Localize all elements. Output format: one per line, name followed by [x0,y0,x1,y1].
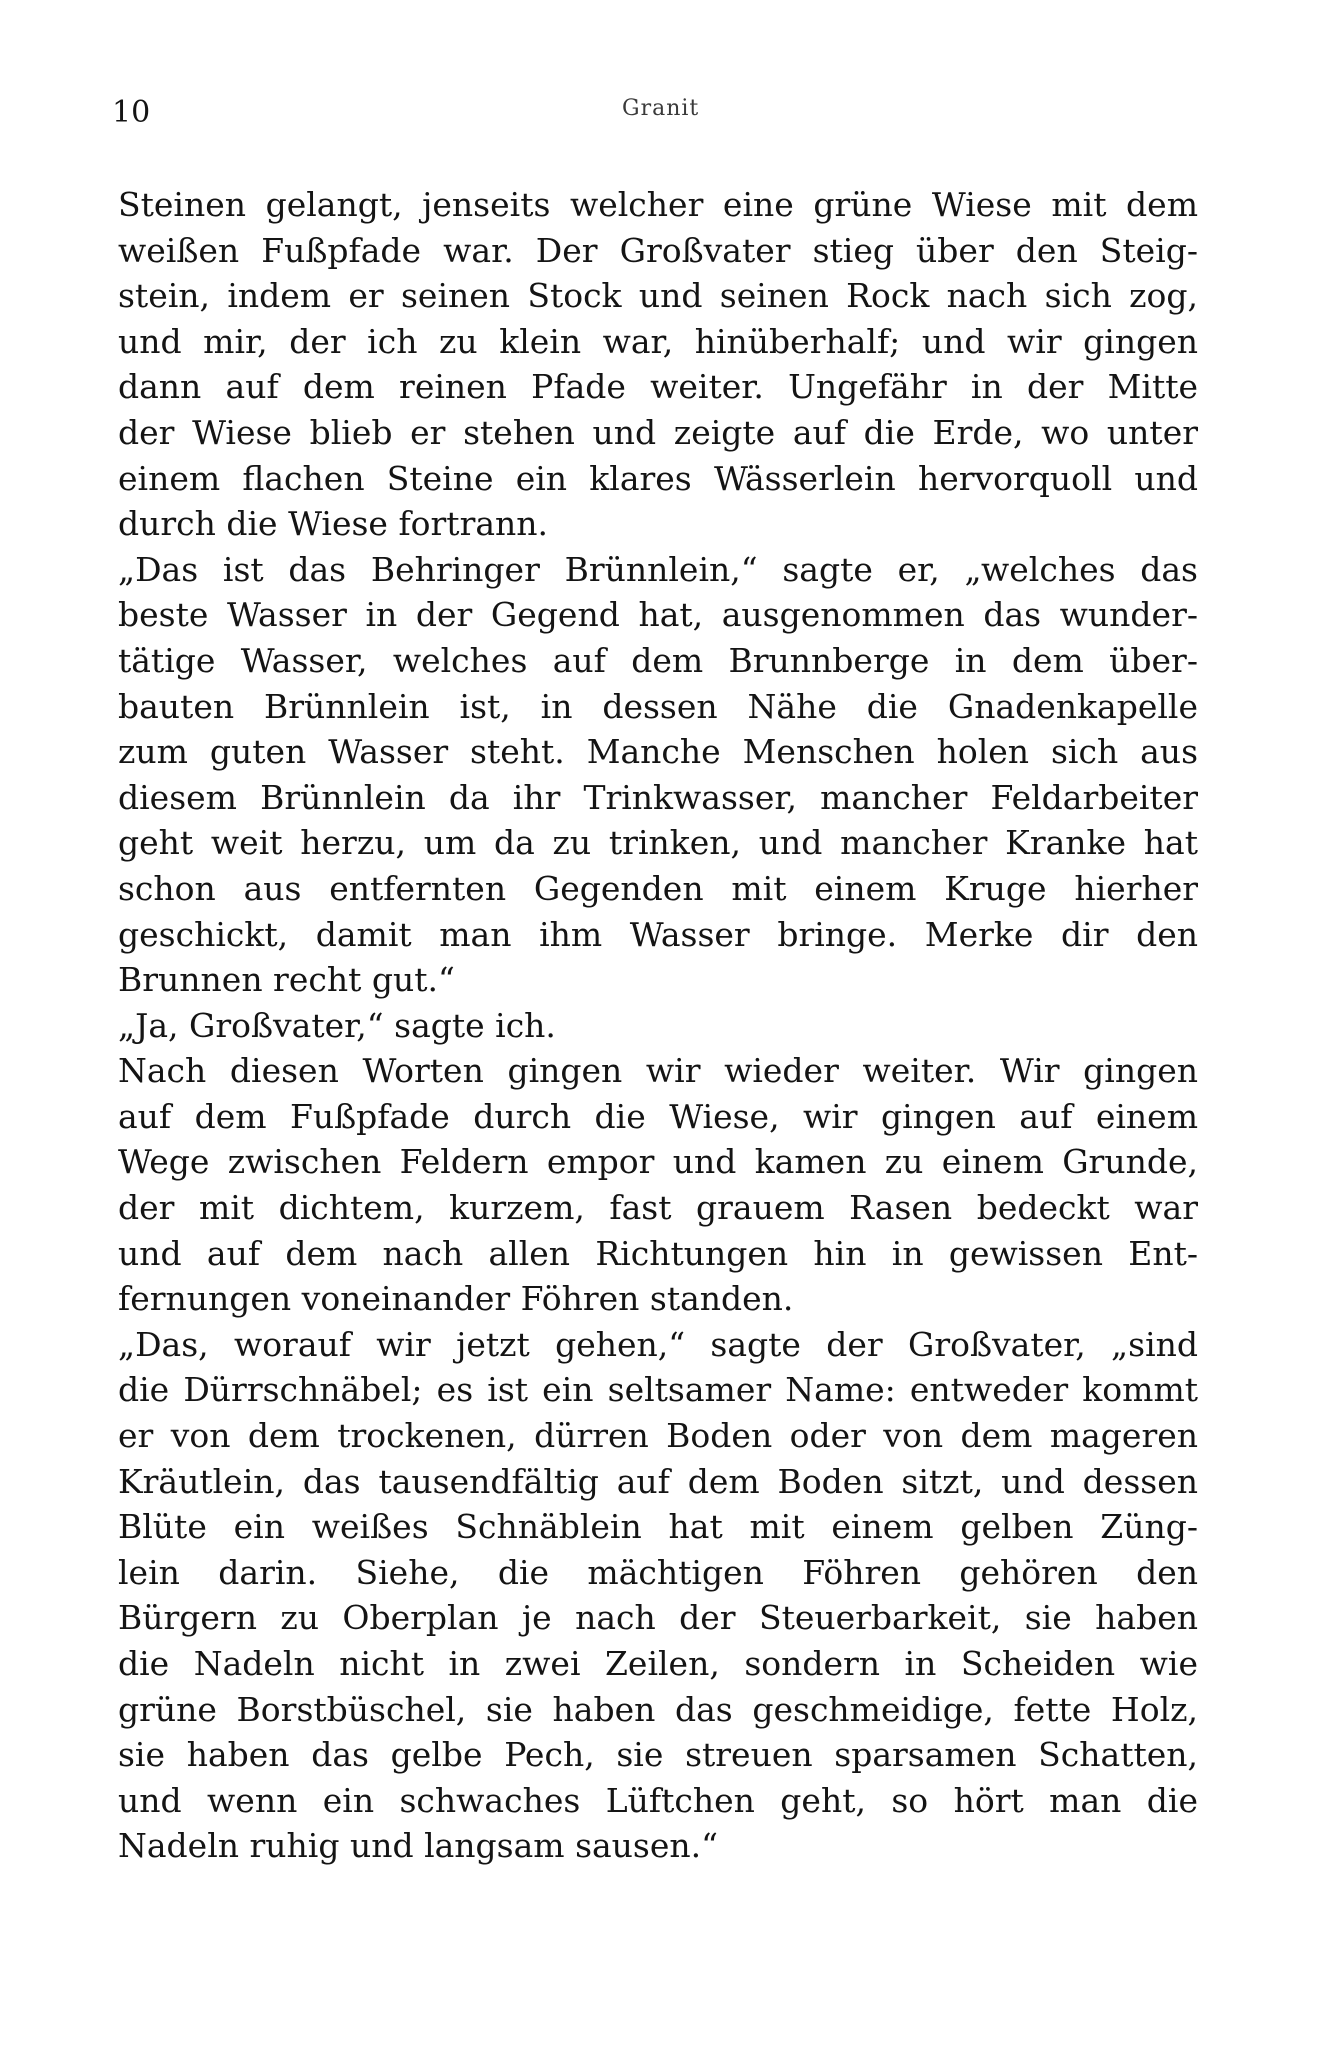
text-line: weißen Fußpfade war. Der Großvater stieg über den Steig- [118,230,1198,270]
text-line: er von dem trockenen, dürren Boden oder von dem mageren [118,1416,1198,1456]
text-line: und auf dem nach allen Richtungen hin in gewissen Ent- [118,1233,1198,1273]
body-text [118,182,1198,1869]
text-line: die Dürrschnäbel; es ist ein seltsamer Name: entweder kommt [118,1370,1198,1410]
text-line: tätige Wasser, welches auf dem Brunnberge in dem über- [118,640,1198,680]
text-line: auf dem Fußpfade durch die Wiese, wir gingen auf einem [118,1096,1198,1136]
text-line: lein darin. Siehe, die mächtigen Föhren gehören den [118,1552,1198,1592]
text-line: bauten Brünnlein ist, in dessen Nähe die Gnadenkapelle [118,686,1198,726]
running-title: Granit [622,96,700,121]
text-line: stein, indem er seinen Stock und seinen Rock nach sich zog, [118,276,1198,316]
text-line: zum guten Wasser steht. Manche Menschen holen sich aus [118,732,1198,772]
text-line: Blüte ein weißes Schnäblein hat mit einem gelben Züng- [118,1507,1198,1547]
text-line: geht weit herzu, um da zu trinken, und mancher Kranke hat [118,823,1198,863]
text-line: beste Wasser in der Gegend hat, ausgenommen das wunder- [118,595,1198,635]
text-line: durch die Wiese fortrann. [118,504,549,544]
text-line: sie haben das gelbe Pech, sie streuen sparsamen Schatten, [118,1735,1198,1775]
text-line: einem flachen Steine ein klares Wässerlein hervorquoll und [118,458,1198,498]
text-line: „Das ist das Behringer Brünnlein,“ sagte er, „welches das [118,549,1198,589]
text-line: die Nadeln nicht in zwei Zeilen, sondern in Scheiden wie [118,1644,1198,1683]
text-line: Nadeln ruhig und langsam sausen.“ [118,1826,719,1866]
text-line: und wenn ein schwaches Lüftchen geht, so hört man die [118,1780,1198,1820]
text-line: grüne Borstbüschel, sie haben das geschmeidige, fette Holz, [118,1689,1198,1729]
page-number: 10 [112,95,151,130]
text-line: geschickt, damit man ihm Wasser bringe. Merke dir den [118,914,1198,954]
text-line: der mit dichtem, kurzem, fast grauem Rasen bedeckt war [118,1188,1198,1228]
text-line: Kräutlein, das tausendfältig auf dem Boden sitzt, und dessen [118,1461,1198,1501]
text-line: schon aus entfernten Gegenden mit einem Kruge hierher [118,868,1198,908]
text-line: Bürgern zu Oberplan je nach der Steuerbarkeit, sie haben [118,1598,1198,1638]
text-line: dann auf dem reinen Pfade weiter. Ungefähr in der Mitte [118,367,1198,407]
text-line: diesem Brünnlein da ihr Trinkwasser, mancher Feldarbeiter [118,777,1198,817]
text-line: Wege zwischen Feldern empor und kamen zu einem Grunde, [118,1142,1198,1182]
text-line: „Das, worauf wir jetzt gehen,“ sagte der Großvater, „sind [118,1324,1198,1364]
text-line: Steinen gelangt, jenseits welcher eine grüne Wiese mit dem [118,185,1198,224]
text-line: Nach diesen Worten gingen wir wieder weiter. Wir gingen [118,1051,1198,1091]
text-line: Brunnen recht gut.“ [118,960,455,1000]
text-line: fernungen voneinander Föhren standen. [118,1279,794,1319]
text-line: der Wiese blieb er stehen und zeigte auf die Erde, wo unter [118,412,1198,452]
text-line: und mir, der ich zu klein war, hinüberhalf; und wir gingen [118,321,1198,361]
text-line: „Ja, Großvater,“ sagte ich. [118,1005,556,1045]
